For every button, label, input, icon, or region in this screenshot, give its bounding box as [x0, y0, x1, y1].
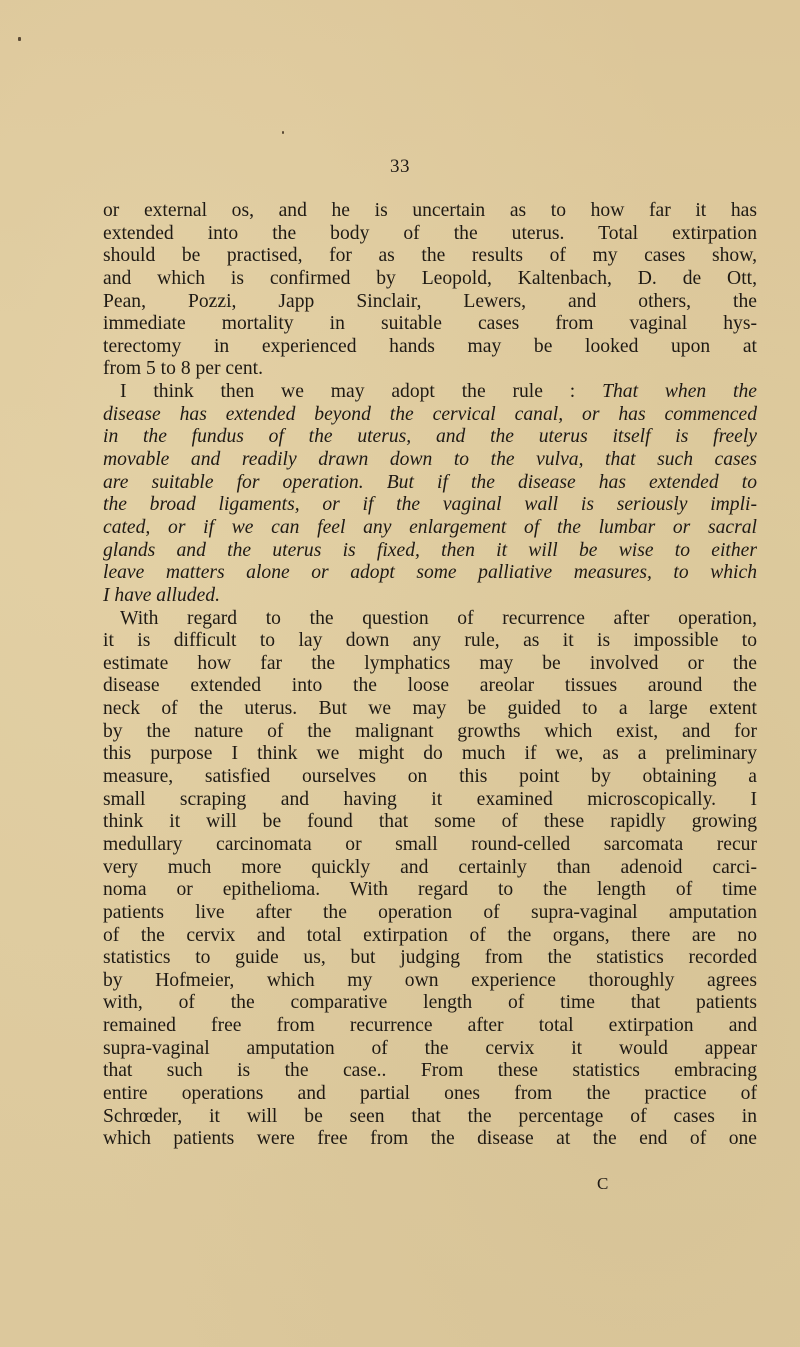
- text-segment: Schrœder, it will be seen that the percentage of cases in: [103, 1105, 757, 1127]
- text-line: [103, 902, 757, 925]
- text-line: [103, 675, 757, 698]
- text-segment: medullary carcinomata or small round-celled sarcomata recur: [103, 833, 757, 855]
- text-segment: it is difficult to lay down any rule, as it is impossible to: [103, 630, 757, 652]
- text-line: [103, 336, 757, 359]
- text-line: [103, 585, 757, 608]
- text-segment: very much more quickly and certainly than adenoid carci-: [103, 856, 757, 878]
- italic-text-segment: That when the: [602, 381, 757, 403]
- text-line: [103, 834, 757, 857]
- italic-text-segment: glands and the uterus is fixed, then it will be wise to either: [103, 539, 757, 561]
- text-line: [103, 608, 757, 631]
- text-line: [103, 291, 757, 314]
- text-line: [103, 653, 757, 676]
- signature-mark: C: [597, 1174, 609, 1193]
- text-segment: neck of the uterus. But we may be guided to a large extent: [103, 698, 757, 720]
- text-line: [103, 947, 757, 970]
- text-segment: noma or epithelioma. With regard to the length of time: [103, 879, 757, 901]
- text-line: [103, 743, 757, 766]
- text-line: [103, 494, 757, 517]
- italic-text-segment: movable and readily drawn down to the vulva, that such cases: [103, 449, 757, 471]
- text-segment: statistics to guide us, but judging from the statistics recorded: [103, 947, 757, 969]
- text-line: [103, 404, 757, 427]
- text-segment: by Hofmeier, which my own experience thoroughly agrees: [103, 969, 757, 991]
- text-line: [103, 472, 757, 495]
- text-segment: terectomy in experienced hands may be looked upon at: [103, 335, 757, 357]
- text-line: [103, 358, 757, 381]
- text-segment: With regard to the question of recurrence after operation,: [120, 607, 757, 629]
- text-line: [103, 789, 757, 812]
- text-line: [103, 630, 757, 653]
- text-segment: which patients were free from the disease at the end of one: [103, 1128, 757, 1150]
- text-segment: extended into the body of the uterus. Total extirpation: [103, 222, 757, 244]
- text-segment: disease extended into the loose areolar tissues around the: [103, 675, 757, 697]
- text-segment: immediate mortality in suitable cases from vaginal hys-: [103, 313, 757, 335]
- text-line: [103, 857, 757, 880]
- italic-text-segment: cated, or if we can feel any enlargement of the lumbar or sacral: [103, 516, 757, 538]
- text-segment: that such is the case.. From these statistics embracing: [103, 1060, 757, 1082]
- italic-text-segment: leave matters alone or adopt some palliative measures, to which: [103, 562, 757, 584]
- body-text: [103, 200, 757, 1151]
- text-line: [103, 517, 757, 540]
- italic-text-segment: are suitable for operation. But if the disease has extended to: [103, 471, 757, 493]
- text-segment: Pean, Pozzi, Japp Sinclair, Lewers, and others, the: [103, 290, 757, 312]
- paper-speck: [282, 131, 284, 134]
- text-line: [103, 268, 757, 291]
- text-line: [103, 1060, 757, 1083]
- text-line: [103, 992, 757, 1015]
- text-line: [103, 721, 757, 744]
- text-line: [103, 1106, 757, 1129]
- text-line: [103, 223, 757, 246]
- italic-text-segment: in the fundus of the uterus, and the uterus itself is freely: [103, 426, 757, 448]
- text-segment: measure, satisfied ourselves on this point by obtaining a: [103, 766, 757, 788]
- text-segment: with, of the comparative length of time that patients: [103, 992, 757, 1014]
- text-segment: by the nature of the malignant growths which exist, and for: [103, 720, 757, 742]
- italic-text-segment: the broad ligaments, or if the vaginal wall is seriously impli-: [103, 494, 757, 516]
- text-segment: I think then we may adopt the rule :: [120, 381, 603, 403]
- italic-text-segment: I have alluded.: [103, 584, 220, 606]
- text-line: [103, 426, 757, 449]
- text-segment: this purpose I think we might do much if we, as a preliminary: [103, 743, 757, 765]
- text-segment: patients live after the operation of supra-vaginal amputation: [103, 901, 757, 923]
- text-line: [103, 970, 757, 993]
- text-line: [103, 1015, 757, 1038]
- text-segment: remained free from recurrence after total extirpation and: [103, 1015, 757, 1037]
- text-line: [103, 811, 757, 834]
- italic-text-segment: disease has extended beyond the cervical canal, or has commenced: [103, 403, 757, 425]
- text-segment: small scraping and having it examined microscopically. I: [103, 788, 757, 810]
- text-segment: should be practised, for as the results of my cases show,: [103, 245, 757, 267]
- text-line: [103, 245, 757, 268]
- text-line: [103, 381, 757, 404]
- text-line: [103, 766, 757, 789]
- text-line: [103, 200, 757, 223]
- text-line: [103, 562, 757, 585]
- text-segment: supra-vaginal amputation of the cervix it would appear: [103, 1037, 757, 1059]
- text-line: [103, 698, 757, 721]
- text-line: [103, 1083, 757, 1106]
- page-number: 33: [390, 156, 410, 177]
- text-line: [103, 449, 757, 472]
- text-segment: from 5 to 8 per cent.: [103, 358, 263, 380]
- text-line: [103, 879, 757, 902]
- text-segment: or external os, and he is uncertain as to how far it has: [103, 200, 757, 221]
- text-line: [103, 540, 757, 563]
- text-line: [103, 313, 757, 336]
- paper-speck: [18, 37, 21, 41]
- text-segment: estimate how far the lymphatics may be involved or the: [103, 652, 757, 674]
- text-segment: think it will be found that some of these rapidly growing: [103, 811, 757, 833]
- text-line: [103, 925, 757, 948]
- text-line: [103, 1038, 757, 1061]
- text-line: [103, 1128, 757, 1151]
- text-segment: and which is confirmed by Leopold, Kaltenbach, D. de Ott,: [103, 267, 757, 289]
- text-segment: entire operations and partial ones from the practice of: [103, 1082, 757, 1104]
- text-segment: of the cervix and total extirpation of the organs, there are no: [103, 924, 757, 946]
